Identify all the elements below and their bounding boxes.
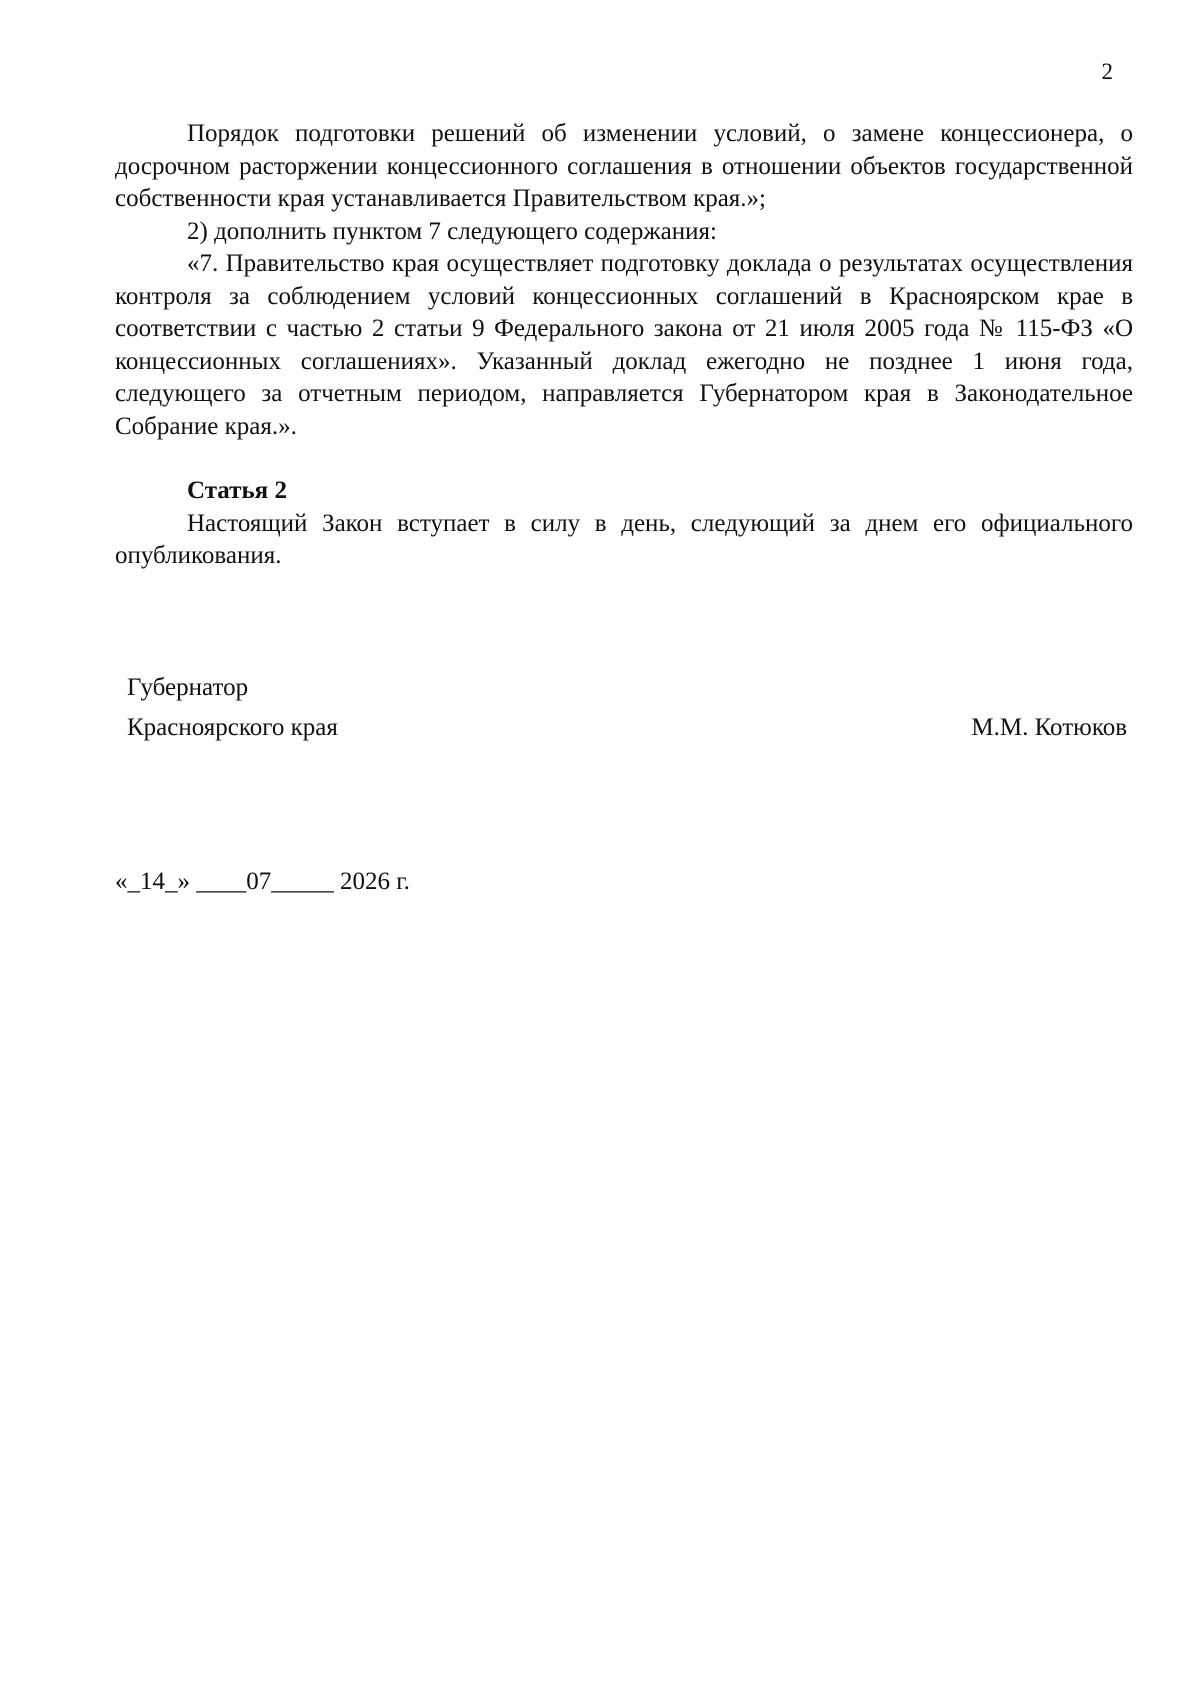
article-text: Настоящий Закон вступает в силу в день, следующий за днем его официального опубликования.	[115, 509, 1133, 569]
signature-line	[127, 708, 1127, 748]
paragraph-point-7: «7. Правительство края осуществляет подготовку доклада о результатах осуществления контроля за соблюдением условий концессионных соглашений в Красноярском крае в соответствии с частью 2 статьи 9 Федерального закона от 21 июля 2005 года № 115-ФЗ «О концессионных соглашениях». Указанный доклад ежегодно не позднее 1 июня года, следующего за отчетным периодом, направляется Губернатором края в Законодательное Собрание края.».	[115, 250, 1133, 440]
article-title: Статья 2	[187, 477, 287, 504]
signing-date: «_14_» ____07_____ 2026 г.	[115, 868, 410, 895]
document-body	[115, 118, 1133, 573]
page-number: 2	[1101, 59, 1113, 84]
article-2	[115, 475, 1133, 573]
signatory-position-line1: Губернатор	[127, 674, 249, 701]
signature-block	[127, 668, 1127, 748]
signatory-position-line2: Красноярского края	[127, 714, 338, 741]
paragraph-procedure: Порядок подготовки решений об изменении условий, о замене концессионера, о досрочном расторжении концессионного соглашения в отношении объектов государственной собственности края устанавливается Правительством края.»;	[115, 120, 1133, 212]
paragraph-amendment-item: 2) дополнить пунктом 7 следующего содержания:	[187, 217, 717, 245]
signatory-name: М.М. Котюков	[971, 714, 1127, 741]
